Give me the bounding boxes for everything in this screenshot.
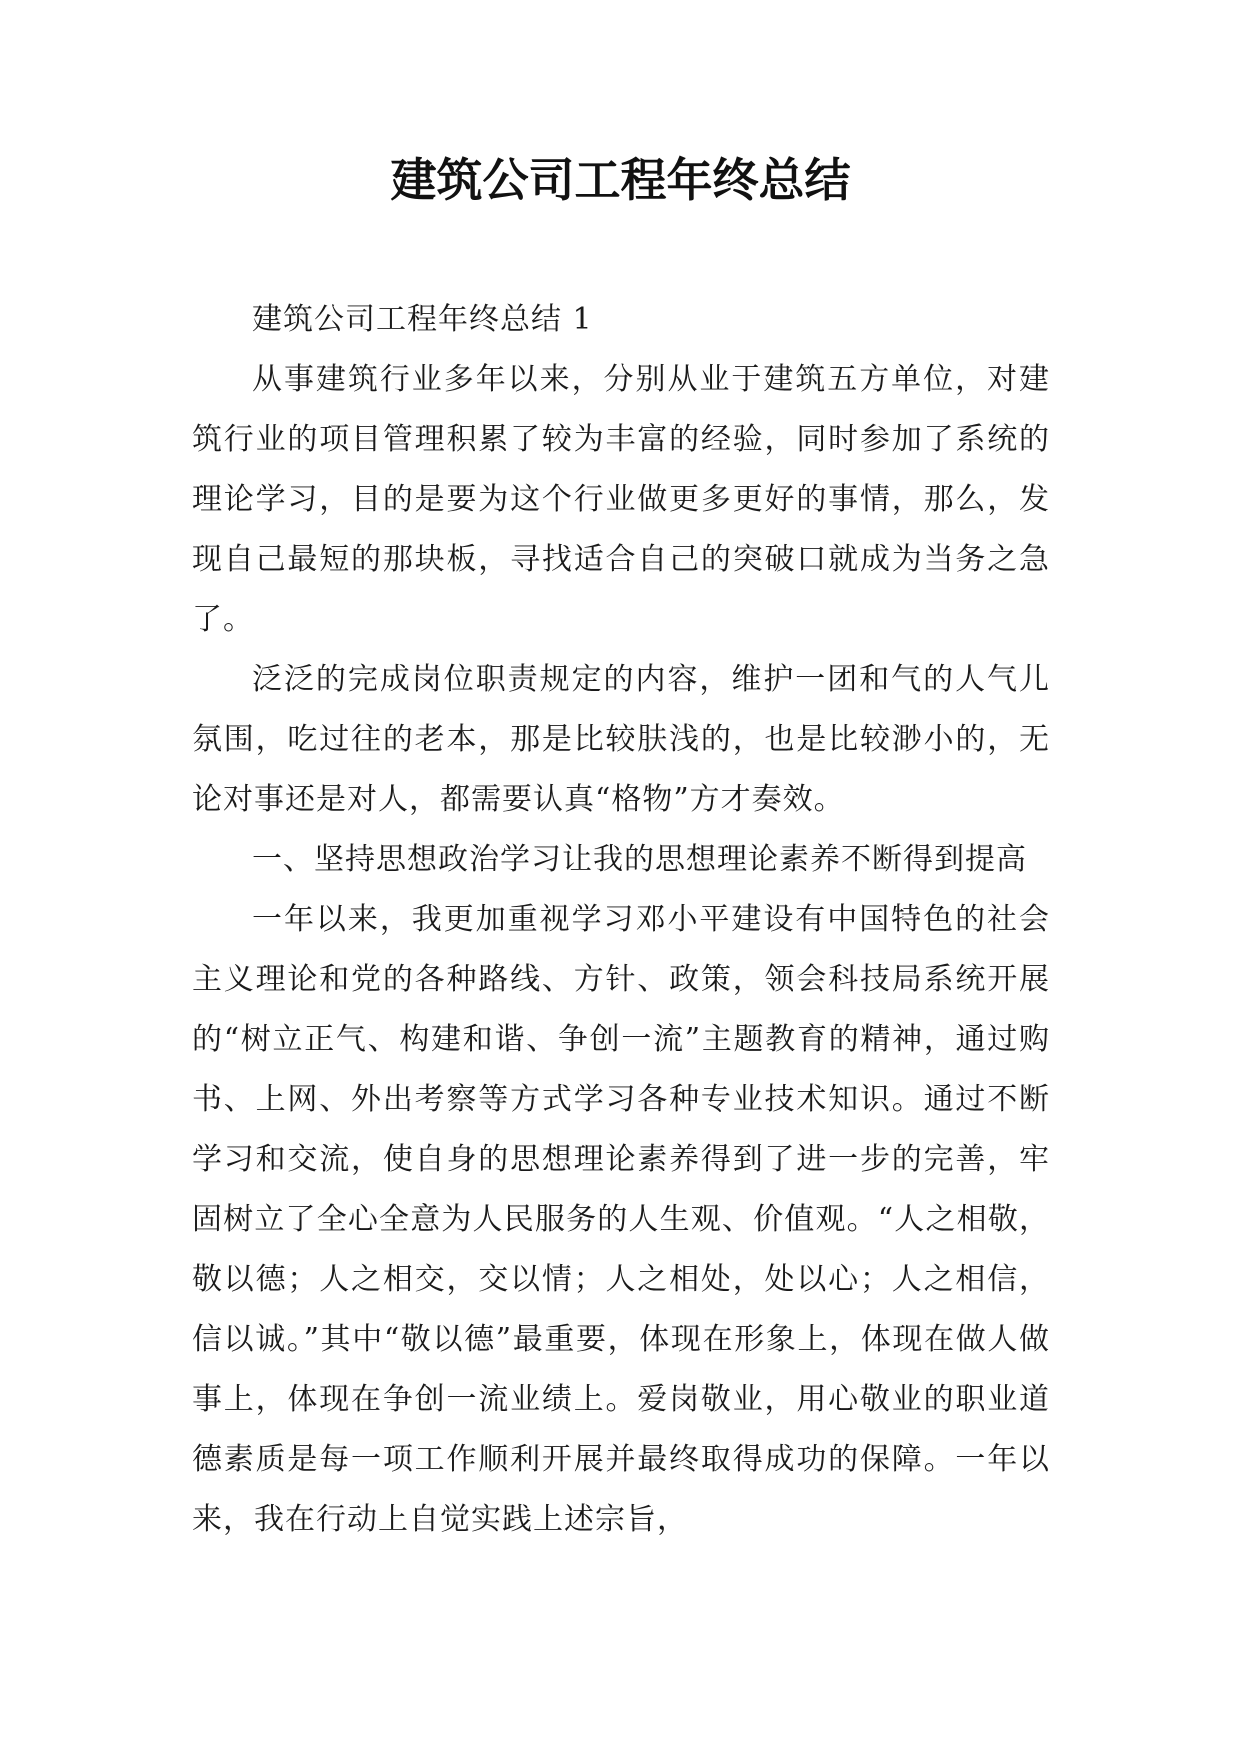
document-body [192, 290, 1050, 1550]
paragraph: 一年以来，我更加重视学习邓小平建设有中国特色的社会主义理论和党的各种路线、方针、政策，领会科技局系统开展的“树立正气、构建和谐、争创一流”主题教育的精神，通过购书、上网、外出考察等方式学习各种专业技术知识。通过不断学习和交流，使自身的思想理论素养得到了进一步的完善，牢固树立了全心全意为人民服务的人生观、价值观。“人之相敬，敬以德；人之相交，交以情；人之相处，处以心；人之相信，信以诚。”其中“敬以德”最重要，体现在形象上，体现在做人做事上，体现在争创一流业绩上。爱岗敬业，用心敬业的职业道德素质是每一项工作顺利开展并最终取得成功的保障。一年以来，我在行动上自觉实践上述宗旨， [192, 902, 1050, 1537]
document-title: 建筑公司工程年终总结 [390, 153, 851, 207]
paragraph-heading: 建筑公司工程年终总结 1 [252, 302, 593, 337]
section-heading: 一、坚持思想政治学习让我的思想理论素养不断得到提高 [252, 842, 1027, 877]
paragraph: 从事建筑行业多年以来，分别从业于建筑五方单位，对建筑行业的项目管理积累了较为丰富的经验，同时参加了系统的理论学习，目的是要为这个行业做更多更好的事情，那么，发现自己最短的那块板，寻找适合自己的突破口就成为当务之急了。 [192, 362, 1050, 637]
paragraph: 泛泛的完成岗位职责规定的内容，维护一团和气的人气儿氛围，吃过往的老本，那是比较肤浅的，也是比较渺小的，无论对事还是对人，都需要认真“格物”方才奏效。 [192, 662, 1050, 817]
